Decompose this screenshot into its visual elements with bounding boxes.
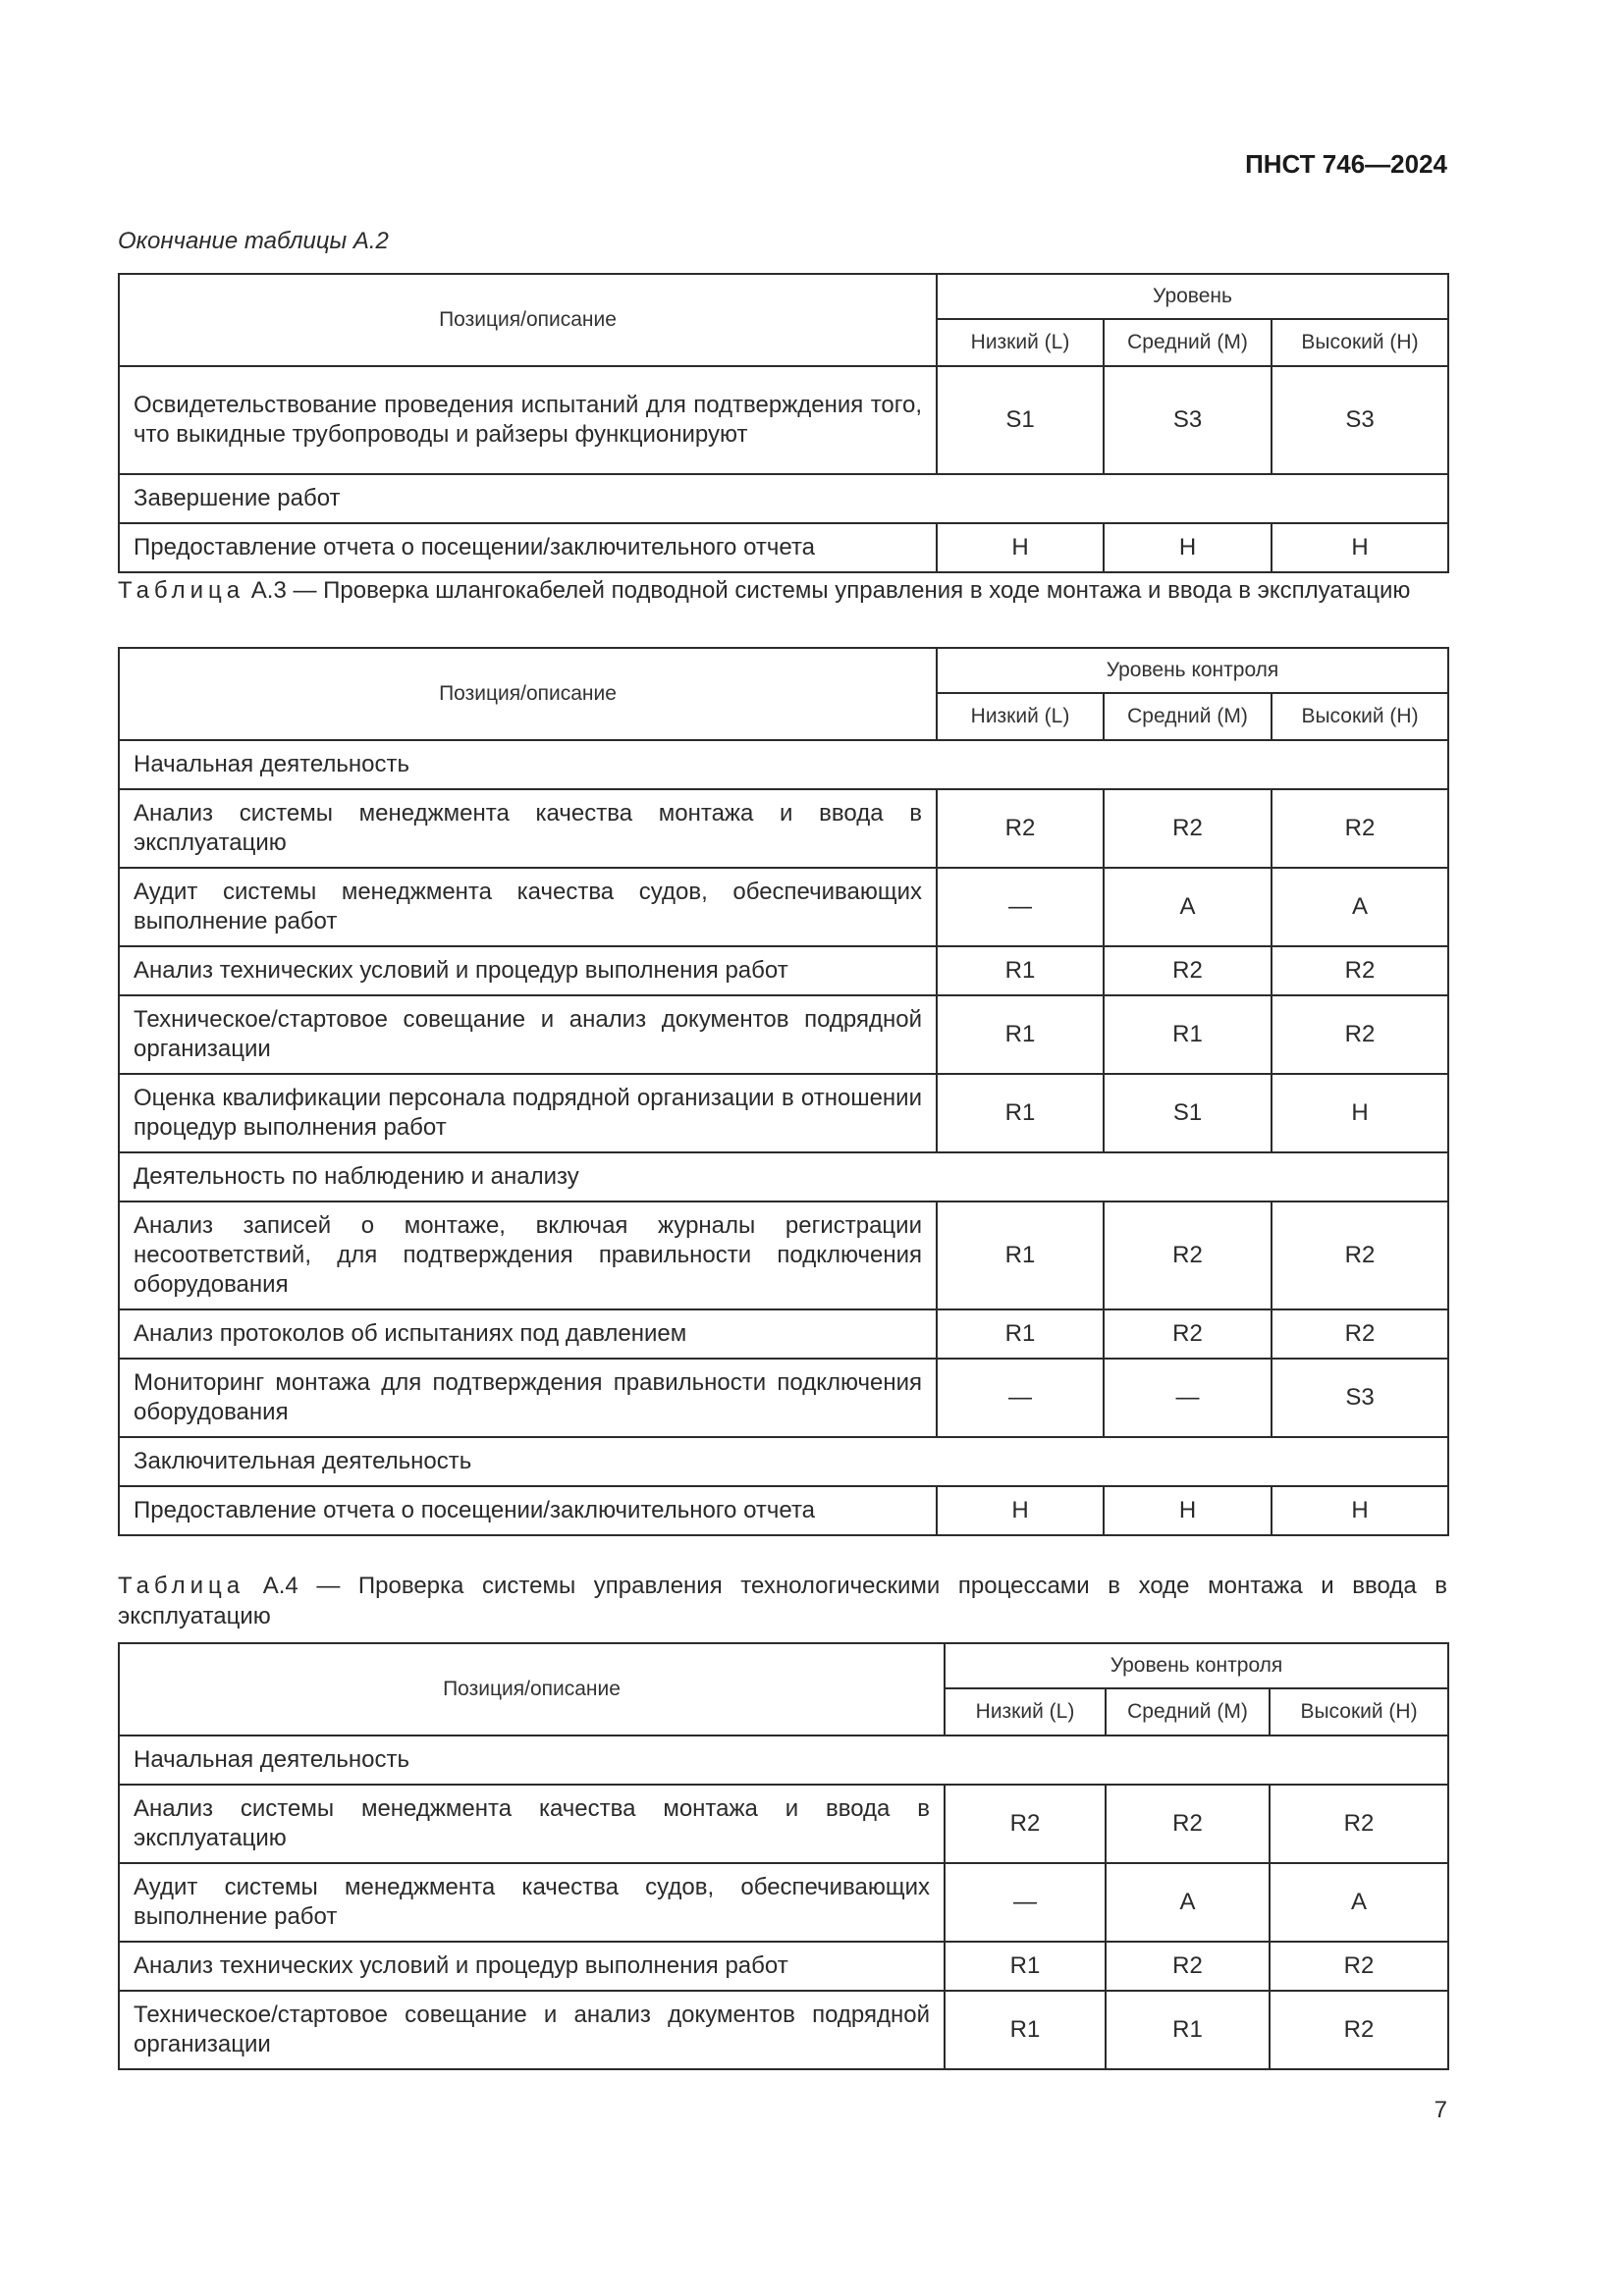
section-row: [119, 1152, 1448, 1201]
table-row: [119, 1991, 1448, 2069]
value-mid: S3: [1104, 366, 1272, 474]
value-high: R2: [1272, 946, 1448, 995]
value-high: S3: [1272, 1359, 1448, 1437]
value-low: R1: [937, 1309, 1104, 1359]
value-high: R2: [1270, 1942, 1448, 1991]
value-low: R1: [937, 946, 1104, 995]
row-description: Анализ системы менеджмента качества монтажа и ввода в эксплуатацию: [119, 1785, 945, 1863]
value-low: H: [937, 1486, 1104, 1535]
value-mid: A: [1106, 1863, 1270, 1942]
table-row: [119, 868, 1448, 946]
column-header-low: Низкий (L): [945, 1688, 1106, 1735]
value-low: —: [937, 1359, 1104, 1437]
column-header-position: Позиция/описание: [119, 274, 937, 366]
table-row: [119, 1486, 1448, 1535]
value-high: H: [1272, 1486, 1448, 1535]
value-low: R2: [945, 1785, 1106, 1863]
header-row: [119, 274, 1448, 319]
table-row: [119, 995, 1448, 1074]
header-row: [119, 648, 1448, 693]
column-header-position: Позиция/описание: [119, 1643, 945, 1735]
header-row: [119, 1643, 1448, 1688]
row-description: Техническое/стартовое совещание и анализ документов подрядной организации: [119, 995, 937, 1074]
column-header-level: Уровень контроля: [937, 648, 1448, 693]
table-a4: [118, 1642, 1449, 2070]
table-row: [119, 1863, 1448, 1942]
table-a4-label: Таблица: [118, 1573, 245, 1599]
table-a3-label: Таблица: [118, 577, 245, 604]
value-low: R1: [937, 1201, 1104, 1309]
value-high: H: [1272, 523, 1448, 572]
row-description: Анализ технических условий и процедур выполнения работ: [119, 1942, 945, 1991]
value-high: R2: [1270, 1991, 1448, 2069]
row-description: Анализ протоколов об испытаниях под давлением: [119, 1309, 937, 1359]
value-low: —: [945, 1863, 1106, 1942]
table-row: [119, 1309, 1448, 1359]
value-high: R2: [1272, 995, 1448, 1074]
value-mid: R2: [1106, 1785, 1270, 1863]
table-row: [119, 1074, 1448, 1152]
value-mid: R1: [1106, 1991, 1270, 2069]
row-description: Анализ технических условий и процедур выполнения работ: [119, 946, 937, 995]
table-row: [119, 1785, 1448, 1863]
section-title: Завершение работ: [119, 474, 1448, 523]
row-description: Аудит системы менеджмента качества судов, обеспечивающих выполнение работ: [119, 1863, 945, 1942]
section-row: [119, 1735, 1448, 1785]
table-a3-title: А.3 — Проверка шлангокабелей подводной системы управления в ходе монтажа и ввода в эксплуатацию: [250, 577, 1411, 604]
section-title: Заключительная деятельность: [119, 1437, 1448, 1486]
table-a3: [118, 647, 1449, 1536]
column-header-level: Уровень контроля: [945, 1643, 1448, 1688]
section-row: [119, 474, 1448, 523]
section-row: [119, 1437, 1448, 1486]
value-low: R1: [937, 1074, 1104, 1152]
column-header-high: Высокий (H): [1272, 319, 1448, 366]
section-title: Начальная деятельность: [119, 740, 1448, 789]
value-mid: S1: [1104, 1074, 1272, 1152]
value-mid: H: [1104, 1486, 1272, 1535]
value-high: R2: [1270, 1785, 1448, 1863]
row-description: Аудит системы менеджмента качества судов, обеспечивающих выполнение работ: [119, 868, 937, 946]
column-header-high: Высокий (H): [1272, 693, 1448, 740]
value-mid: R2: [1106, 1942, 1270, 1991]
value-low: R1: [945, 1991, 1106, 2069]
table-row: [119, 366, 1448, 474]
value-mid: R2: [1104, 946, 1272, 995]
table-a2-caption: Окончание таблицы А.2: [118, 228, 389, 254]
value-high: R2: [1272, 1201, 1448, 1309]
column-header-high: Высокий (H): [1270, 1688, 1448, 1735]
table-row: [119, 789, 1448, 868]
section-row: [119, 740, 1448, 789]
table-row: [119, 523, 1448, 572]
column-header-position: Позиция/описание: [119, 648, 937, 740]
value-high: R2: [1272, 789, 1448, 868]
row-description: Техническое/стартовое совещание и анализ документов подрядной организации: [119, 1991, 945, 2069]
value-high: S3: [1272, 366, 1448, 474]
table-a3-caption: [118, 575, 1447, 606]
table-row: [119, 1201, 1448, 1309]
section-title: Деятельность по наблюдению и анализу: [119, 1152, 1448, 1201]
row-description: Анализ записей о монтаже, включая журналы регистрации несоответствий, для подтверждения правильности подключения оборудования: [119, 1201, 937, 1309]
table-a4-caption: [118, 1571, 1447, 1631]
value-high: R2: [1272, 1309, 1448, 1359]
value-mid: R2: [1104, 789, 1272, 868]
value-low: R2: [937, 789, 1104, 868]
value-mid: R1: [1104, 995, 1272, 1074]
row-description: Оценка квалификации персонала подрядной организации в отношении процедур выполнения работ: [119, 1074, 937, 1152]
value-mid: R2: [1104, 1309, 1272, 1359]
column-header-low: Низкий (L): [937, 693, 1104, 740]
row-description: Предоставление отчета о посещении/заключительного отчета: [119, 523, 937, 572]
row-description: Предоставление отчета о посещении/заключительного отчета: [119, 1486, 937, 1535]
value-high: H: [1272, 1074, 1448, 1152]
column-header-mid: Средний (M): [1106, 1688, 1270, 1735]
table-a2-end: [118, 273, 1449, 573]
section-title: Начальная деятельность: [119, 1735, 1448, 1785]
value-mid: H: [1104, 523, 1272, 572]
row-description: Освидетельствование проведения испытаний для подтверждения того, что выкидные трубопроводы и райзеры функционируют: [119, 366, 937, 474]
value-low: S1: [937, 366, 1104, 474]
row-description: Анализ системы менеджмента качества монтажа и ввода в эксплуатацию: [119, 789, 937, 868]
column-header-mid: Средний (M): [1104, 693, 1272, 740]
table-row: [119, 1942, 1448, 1991]
column-header-level: Уровень: [937, 274, 1448, 319]
page-number: 7: [1434, 2097, 1447, 2123]
value-mid: A: [1104, 868, 1272, 946]
table-row: [119, 1359, 1448, 1437]
value-mid: —: [1104, 1359, 1272, 1437]
value-mid: R2: [1104, 1201, 1272, 1309]
row-description: Мониторинг монтажа для подтверждения правильности подключения оборудования: [119, 1359, 937, 1437]
column-header-low: Низкий (L): [937, 319, 1104, 366]
value-low: —: [937, 868, 1104, 946]
column-header-mid: Средний (M): [1104, 319, 1272, 366]
value-low: R1: [945, 1942, 1106, 1991]
document-code: ПНСТ 746—2024: [1245, 149, 1447, 179]
value-low: H: [937, 523, 1104, 572]
table-row: [119, 946, 1448, 995]
table-a4-title: А.4 — Проверка системы управления технологическими процессами в ходе монтажа и ввода в эксплуатацию: [118, 1573, 1447, 1629]
value-low: R1: [937, 995, 1104, 1074]
value-high: A: [1270, 1863, 1448, 1942]
value-high: A: [1272, 868, 1448, 946]
